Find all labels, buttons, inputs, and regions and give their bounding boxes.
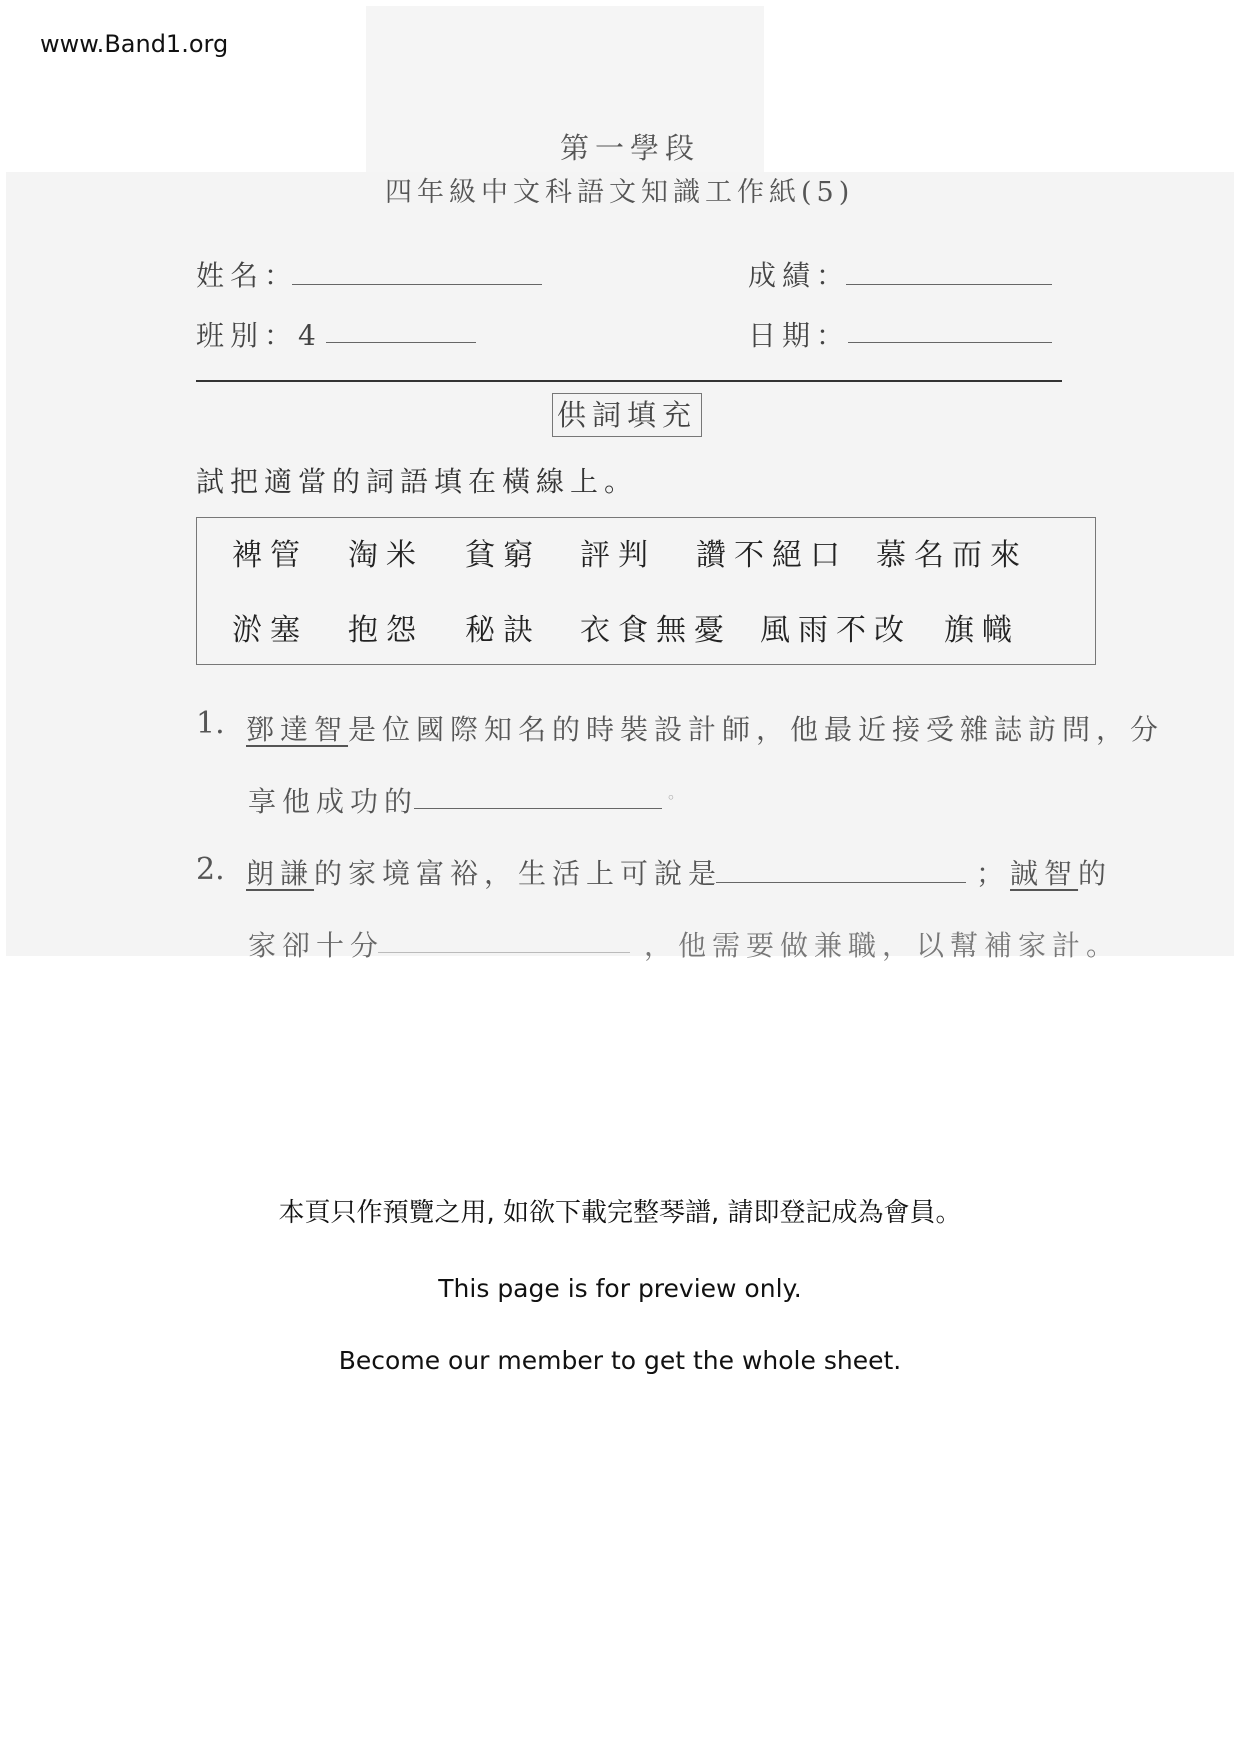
date-label: 日期： [748, 319, 851, 352]
site-url[interactable]: www.Band1.org [40, 30, 229, 58]
name-label: 姓名： [196, 259, 299, 292]
word-bank-item: 秘訣 [465, 613, 541, 648]
question-text: 的 [1078, 857, 1113, 890]
answer-blank [716, 882, 966, 883]
date-blank [848, 342, 1052, 343]
question-1-line-1 [246, 708, 1164, 748]
worksheet-title: 四年級中文科語文知識工作紙(5) [385, 177, 855, 208]
word-bank-item: 慕名而來 [876, 538, 1028, 573]
word-bank-item: 評判 [580, 538, 656, 573]
preview-notice-english-line-1: This page is for preview only. [438, 1274, 802, 1303]
instruction-text: 試把適當的詞語填在橫線上。 [196, 465, 639, 498]
score-blank [846, 284, 1052, 285]
proper-noun: 朗謙 [246, 857, 315, 890]
word-bank-item: 抱怨 [348, 613, 424, 648]
question-text: 的家境富裕，生活上可說是 [314, 857, 723, 890]
proper-noun: 鄧達智 [246, 713, 349, 746]
class-label: 班別：4 [196, 319, 322, 352]
word-bank-item: 裨管 [232, 538, 308, 573]
question-text: ； [976, 857, 1011, 890]
header-divider [196, 380, 1062, 382]
question-2-line-1-after [976, 852, 1112, 892]
answer-blank [414, 808, 662, 809]
word-bank-item: 淤塞 [232, 613, 308, 648]
word-bank-item: 旗幟 [944, 613, 1020, 648]
question-1-line-2-before: 享他成功的 [248, 785, 419, 818]
term-heading: 第一學段 [560, 131, 701, 165]
question-2-line-1-before [246, 852, 722, 892]
word-bank-item: 淘米 [348, 538, 424, 573]
proper-noun: 誠智 [1010, 857, 1079, 890]
section-title: 供詞填充 [552, 393, 702, 437]
question-number: 1. [196, 706, 225, 741]
word-bank-item: 衣食無憂 [580, 613, 732, 648]
word-bank-item: 貧窮 [465, 538, 541, 573]
preview-notice-english-line-2: Become our member to get the whole sheet. [338, 1346, 902, 1375]
question-2-line-2-before: 家卻十分 [248, 929, 385, 962]
question-text: 是位國際知名的時裝設計師，他最近接受雜誌訪問，分 [348, 713, 1165, 746]
class-blank [326, 342, 476, 343]
word-bank-item: 風雨不改 [760, 613, 912, 648]
preview-notice-chinese: 本頁只作預覽之用, 如欲下載完整琴譜, 請即登記成為會員。 [278, 1198, 962, 1228]
question-1-line-2-after: 。 [668, 783, 691, 802]
word-bank-item: 讚不絕口 [696, 538, 848, 573]
question-2-line-2-after: ，他需要做兼職，以幫補家計。 [644, 929, 1121, 962]
question-number: 2. [196, 852, 225, 887]
answer-blank [378, 952, 630, 953]
name-blank [292, 284, 542, 285]
score-label: 成績： [748, 259, 851, 292]
